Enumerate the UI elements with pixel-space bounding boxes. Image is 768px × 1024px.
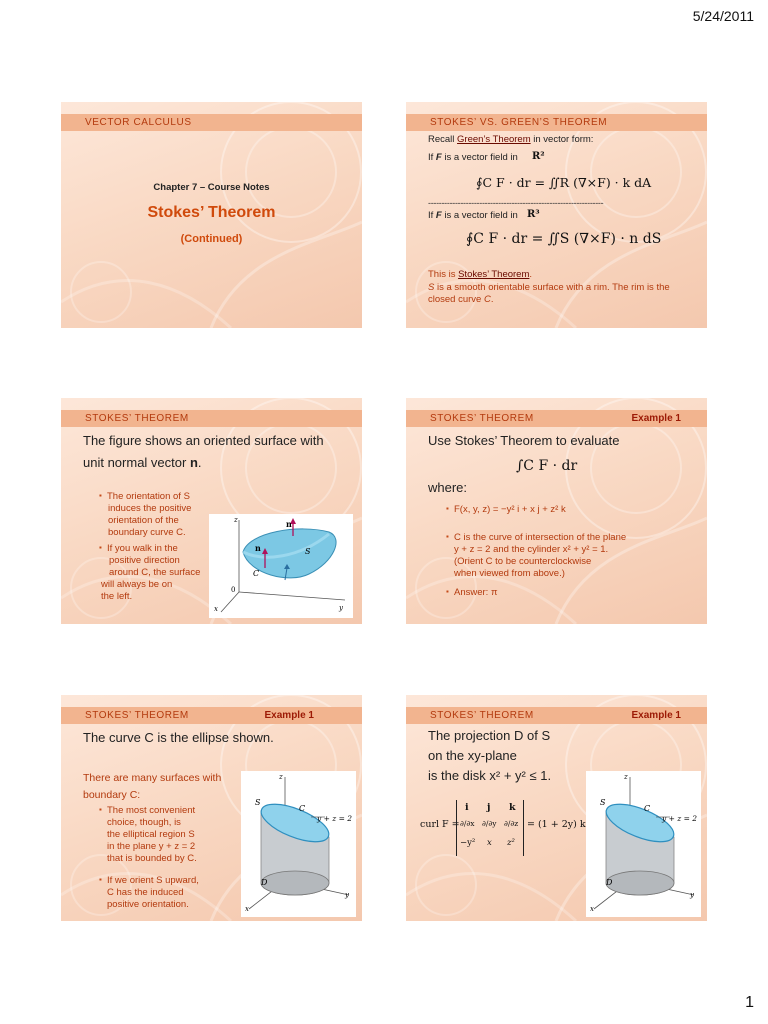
header-text: STOKES’ THEOREM (430, 710, 534, 721)
oriented-surface-figure (209, 514, 353, 618)
ellipse-line: The curve C is the ellipse shown. (83, 730, 274, 745)
c-symbol: C (483, 294, 491, 305)
slide-header (406, 410, 707, 427)
d-label: D (261, 878, 268, 887)
plane-label: y + z = 2 (317, 814, 353, 823)
bullet-line: the left. (101, 591, 133, 602)
z-axis-label: z (624, 773, 628, 781)
page-date: 5/24/2011 (692, 8, 754, 24)
bullet-line: boundary curve C. (108, 527, 186, 538)
slide-header (406, 707, 707, 724)
bullet-line: when viewed from above.) (454, 568, 565, 579)
text: If (428, 210, 436, 221)
slide-title-text: Stokes’ Theorem (147, 204, 276, 221)
matrix-dz: ∂/∂z (504, 819, 519, 828)
bullet-line: ▪ The orientation of S (107, 491, 190, 502)
s-label: S (255, 798, 261, 807)
matrix-dx: ∂/∂x (460, 819, 475, 828)
matrix-q: x (487, 838, 492, 848)
slide-example-1-ellipse (61, 695, 362, 921)
slide-example-1-curl (406, 695, 707, 921)
z-axis-label: z (279, 773, 283, 781)
x-axis-label: x (245, 905, 249, 913)
n-side-label: n (255, 543, 261, 553)
text: . (529, 269, 533, 280)
chapter-label: Chapter 7 – Course Notes (153, 182, 270, 193)
text: is a smooth orientable surface with a rim. The rim is the closed curve (428, 282, 670, 305)
matrix-r: z² (507, 838, 515, 848)
bullet-orientation (107, 491, 191, 539)
line-integral: ∫C F · dr (516, 458, 578, 474)
bullet-line: orientation of the (108, 515, 179, 526)
slide-header: VECTOR CALCULUS (61, 114, 362, 131)
z-axis-label: z (234, 516, 238, 524)
bullet-line: the elliptical region S (107, 829, 195, 840)
intro-line-1: The figure shows an oriented surface with (83, 433, 324, 448)
slide-header: STOKES’ THEOREM (61, 410, 362, 427)
bullet-line: C has the induced (107, 887, 184, 898)
x-axis-label: x (214, 605, 218, 613)
bullet-line: around C, the surface (109, 567, 201, 578)
projection-line-3: is the disk x² + y² ≤ 1. (428, 768, 552, 783)
y-axis-label: y (345, 891, 349, 899)
example-label: Example 1 (264, 710, 314, 721)
bullet-line: ▪ Answer: π (454, 587, 498, 598)
example-label: Example 1 (631, 413, 681, 424)
s-label: S (600, 798, 606, 807)
greens-formula: ∮C F · dr = ∬R (∇×F) · k dA (476, 175, 652, 190)
curl-determinant (456, 800, 524, 856)
slide-header (61, 707, 362, 724)
text: unit normal vector (83, 455, 190, 470)
stokes-formula: ∮C F · dr = ∬S (∇×F) · n dS (466, 231, 662, 247)
surface-description (428, 282, 698, 306)
origin-label: 0 (231, 586, 236, 594)
curl-result: = (1 + 2y) k (527, 819, 586, 830)
bullet-line: (Orient C to be counterclockwise (454, 556, 592, 567)
projection-line-1: The projection D of S (428, 728, 551, 743)
matrix-dy: ∂/∂y (482, 819, 497, 828)
projection-line-2: on the xy-plane (428, 748, 517, 763)
recall-text: Recall (428, 134, 458, 145)
text: . (490, 294, 494, 305)
bullet-curve (454, 532, 626, 580)
s-label: S (305, 547, 311, 556)
slide-header: STOKES’ VS. GREEN’S THEOREM (406, 114, 707, 131)
vector-field-r3-line (428, 210, 518, 222)
text: If (428, 152, 436, 163)
bullet-line: choice, though, is (107, 817, 181, 828)
divider: ----------------------------------------------------------------- (428, 198, 604, 208)
c-label: C (299, 804, 306, 813)
bullet-line: ▪ If you walk in the (107, 543, 178, 554)
cylinder-plane-figure (241, 771, 356, 917)
example-label: Example 1 (631, 710, 681, 721)
r2-symbol: R² (532, 151, 545, 162)
where-label: where: (428, 480, 468, 495)
bullet-walk (101, 543, 201, 603)
this-is-line (428, 269, 532, 281)
stokes-theorem-link[interactable]: Stokes’ Theorem (458, 269, 530, 280)
text: is a vector field in (441, 210, 518, 221)
header-text: STOKES’ THEOREM (430, 413, 534, 424)
bullet-line: induces the positive (108, 503, 192, 514)
recall-text-end: in vector form: (530, 134, 594, 145)
curl-label: curl F = (420, 819, 460, 830)
matrix-i: i (465, 802, 469, 813)
d-label: D (606, 878, 613, 887)
bullet-line: positive orientation. (107, 899, 189, 910)
bullet-line: ▪ F(x, y, z) = −y² i + x j + z² k (454, 504, 566, 515)
text: . (197, 455, 202, 470)
text: This is (428, 269, 459, 280)
bullet-line: ▪ C is the curve of intersection of the plane (454, 532, 627, 543)
n-symbol: n (189, 455, 198, 470)
slide-example-1-problem (406, 398, 707, 624)
matrix-p: −y² (460, 838, 476, 848)
vector-field-r2-line (428, 152, 518, 164)
bullet-answer (454, 587, 498, 599)
intro-line-2 (83, 452, 202, 473)
bullet-line: y + z = 2 and the cylinder x² + y² = 1. (454, 544, 609, 555)
slide-oriented-surface (61, 398, 362, 624)
f-symbol: F (435, 152, 442, 163)
s-symbol: S (428, 282, 435, 293)
cylinder-plane-figure (586, 771, 701, 917)
x-axis-label: x (590, 905, 594, 913)
bullet-convenient-choice (107, 805, 197, 865)
slide-title (61, 102, 362, 328)
bullet-line: will always be on (101, 579, 173, 590)
header-text: STOKES’ THEOREM (85, 710, 189, 721)
y-axis-label: y (690, 891, 694, 899)
bullet-vector-field (454, 504, 566, 516)
bullet-orient-upward (107, 875, 199, 911)
r3-symbol: R³ (527, 209, 540, 220)
problem-line: Use Stokes’ Theorem to evaluate (428, 433, 620, 448)
f-symbol: F (435, 210, 442, 221)
surfaces-line-2: boundary C: (83, 789, 141, 801)
bullet-line: ▪ The most convenient (107, 805, 196, 816)
n-top-label: n (286, 519, 292, 529)
greens-theorem-link[interactable]: Green’s Theorem (457, 134, 531, 145)
bullet-line: ▪ If we orient S upward, (107, 875, 199, 886)
c-label: C (644, 804, 651, 813)
bullet-line: in the plane y + z = 2 (107, 841, 196, 852)
slide-subtitle: (Continued) (180, 233, 243, 245)
page-number: 1 (745, 994, 754, 1011)
slide-stokes-vs-greens (406, 102, 707, 328)
matrix-j: j (487, 802, 491, 813)
recall-line (428, 134, 593, 146)
c-label: C (253, 569, 260, 578)
plane-label: y + z = 2 (662, 814, 698, 823)
matrix-k: k (509, 802, 516, 813)
text: is a vector field in (441, 152, 518, 163)
y-axis-label: y (339, 604, 343, 612)
bullet-line: positive direction (109, 555, 180, 566)
bullet-line: that is bounded by C. (107, 853, 197, 864)
surfaces-line-1: There are many surfaces with (83, 772, 222, 784)
